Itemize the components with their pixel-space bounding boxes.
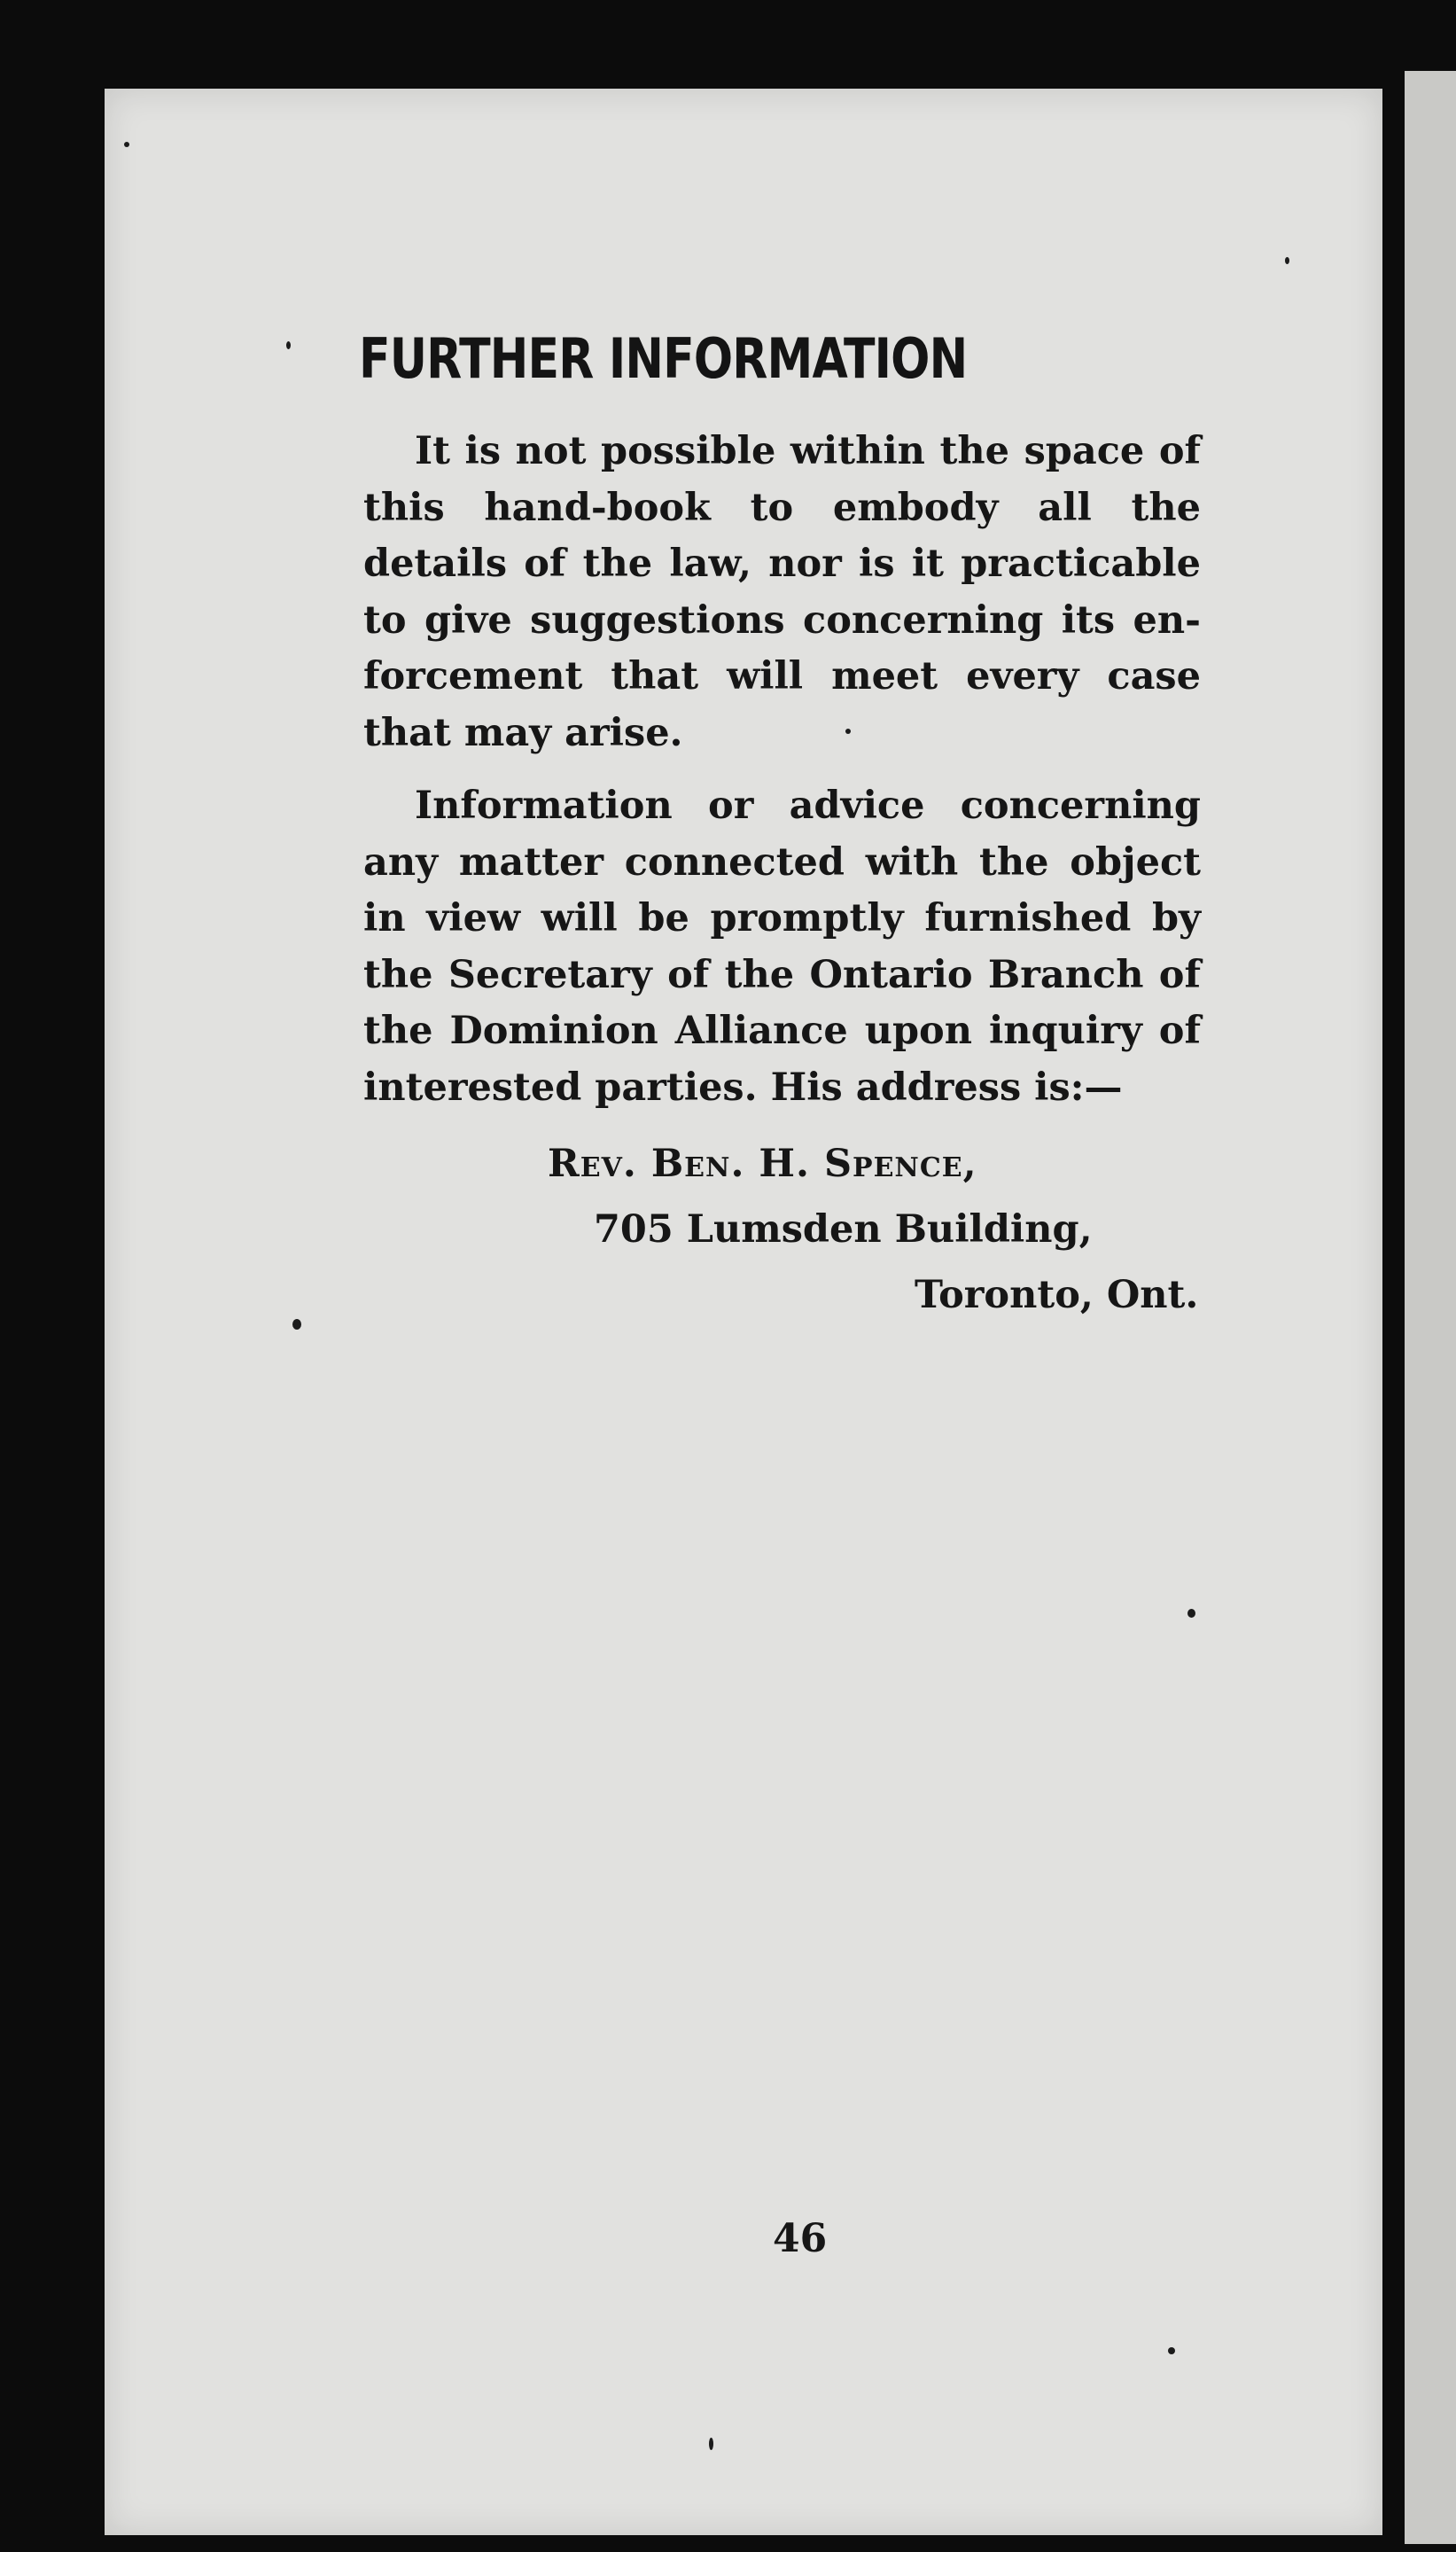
- paragraph-scope-notice: It is not possible within the space of this hand-book to embody all the details of the law, nor is it practicable to give suggestions concerning its en-forcement that will meet every case that may arise.: [363, 429, 1201, 755]
- page-number: 46: [773, 2216, 828, 2261]
- print-speck: [1187, 1609, 1195, 1618]
- print-speck: [1168, 2347, 1175, 2354]
- address-street: 705 Lumsden Building,: [594, 1207, 1093, 1252]
- print-speck: [292, 1319, 301, 1330]
- print-speck: [1285, 257, 1289, 264]
- address-name: Rev. Ben. H. Spence,: [548, 1142, 977, 1186]
- adjacent-page-edge: [1405, 71, 1456, 2544]
- print-speck: [286, 341, 291, 349]
- paragraph-contact-info: Information or advice concerning any matter connected with the object in view will be promptly furnished by the Secretary of the Ontario Branch of the Dominion Alliance upon inquiry of interested parties. His address is:—: [363, 784, 1201, 1110]
- address-city: Toronto, Ont.: [915, 1273, 1199, 1317]
- print-speck: [124, 142, 129, 147]
- print-speck: [845, 729, 851, 734]
- print-speck: [709, 2438, 713, 2450]
- page-heading: FURTHER INFORMATION: [359, 326, 968, 391]
